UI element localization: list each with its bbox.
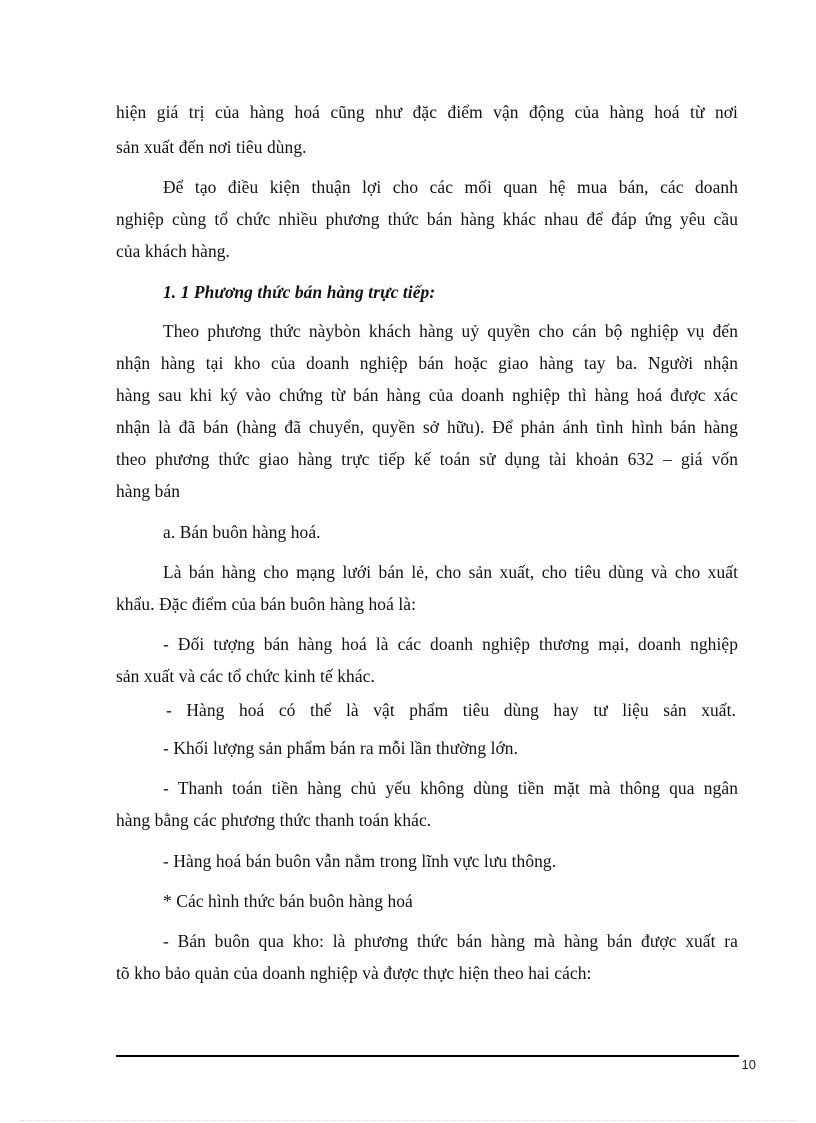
- footer-rule: [116, 1055, 739, 1057]
- text-line: nghiệp cùng tổ chức nhiều phương thức bán hàng khác nhau để đáp ứng yêu cầu: [116, 209, 738, 229]
- text-line: hiện giá trị của hàng hoá cũng như đặc điểm vận động của hàng hoá từ nơi: [116, 102, 738, 122]
- text-line: Theo phương thức nàybòn khách hàng uỷ quyền cho cán bộ nghiệp vụ đến: [163, 321, 738, 341]
- text-line: tõ kho bảo quản của doanh nghiệp và được thực hiện theo hai cách:: [116, 963, 592, 983]
- list-item: - Hàng hoá bán buôn vẫn nằm trong lĩnh vực lưu thông.: [163, 851, 557, 871]
- text-line: Để tạo điều kiện thuận lợi cho các mối quan hệ mua bán, các doanh: [163, 177, 738, 197]
- list-item: * Các hình thức bán buôn hàng hoá: [163, 891, 413, 911]
- list-item: - Đối tượng bán hàng hoá là các doanh nghiệp thương mại, doanh nghiệp: [163, 634, 738, 654]
- subsection-heading: a. Bán buôn hàng hoá.: [163, 522, 321, 542]
- text-line: hàng bằng các phương thức thanh toán khác.: [116, 810, 432, 830]
- list-item: - Hàng hoá có thể là vật phẩm tiêu dùng hay tư liệu sản xuất.: [166, 700, 736, 720]
- list-item: - Bán buôn qua kho: là phương thức bán hàng mà hàng bán được xuất ra: [163, 931, 738, 951]
- text-line: sản xuất đến nơi tiêu dùng.: [116, 137, 307, 157]
- text-line: hàng sau khi ký vào chứng từ bán hàng của doanh nghiệp thì hàng hoá được xác: [116, 385, 738, 405]
- text-line: sản xuất và các tổ chức kinh tế khác.: [116, 666, 375, 686]
- page-edge-divider: [20, 1120, 796, 1121]
- text-line: Là bán hàng cho mạng lưới bán lẻ, cho sản xuất, cho tiêu dùng và cho xuất: [163, 562, 738, 582]
- text-line: hàng bán: [116, 481, 181, 501]
- text-line: nhận là đã bán (hàng đã chuyển, quyền sở hữu). Để phản ánh tình hình bán hàng: [116, 417, 738, 437]
- text-line: theo phương thức giao hàng trực tiếp kế toán sử dụng tài khoản 632 – giá vốn: [116, 449, 738, 469]
- list-item: - Khối lượng sản phẩm bán ra mỗi lần thường lớn.: [163, 738, 519, 758]
- section-heading: 1. 1 Phương thức bán hàng trực tiếp:: [163, 282, 436, 302]
- text-line: nhận hàng tại kho của doanh nghiệp bán hoặc giao hàng tay ba. Người nhận: [116, 353, 738, 373]
- page-number: 10: [741, 1057, 756, 1072]
- list-item: - Thanh toán tiền hàng chủ yếu không dùng tiền mặt mà thông qua ngân: [163, 778, 738, 798]
- text-line: khẩu. Đặc điểm của bán buôn hàng hoá là:: [116, 594, 417, 614]
- text-line: của khách hàng.: [116, 241, 231, 261]
